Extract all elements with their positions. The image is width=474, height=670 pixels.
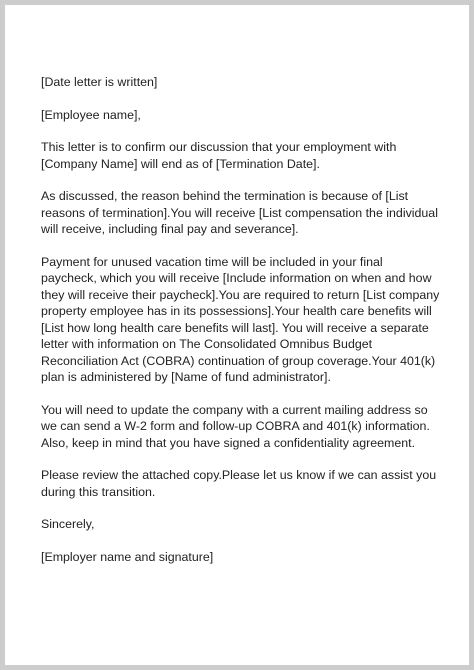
letter-paragraph: Please review the attached copy.Please let us know if we can assist you during this transition. (41, 468, 437, 499)
letter-salutation: [Employee name], (41, 107, 141, 122)
letter-paragraph: Payment for unused vacation time will be included in your final paycheck, which you will receive [Include information on when and how they will receive their paycheck].You are required to return [List company property employee has in its possessions].Your health care benefits will [List how long health care benefits will last]. You will receive a separate letter with information on The Consolidated Omnibus Budget Reconciliation Act (COBRA) continuation of group coverage.Your 401(k) plan is administered by [Name of fund administrator]. (41, 254, 440, 384)
letter-date: [Date letter is written] (41, 75, 158, 89)
letter-signature: [Employer name and signature] (41, 549, 214, 564)
letter-page (5, 5, 469, 665)
letter-paragraph: As discussed, the reason behind the termination is because of [List reasons of termination].You will receive [List compensation the individual will receive, including final pay and severance]. (41, 189, 438, 236)
letter-closing: Sincerely, (41, 517, 95, 531)
letter-body (41, 74, 441, 581)
letter-paragraph: This letter is to confirm our discussion that your employment with [Company Name] will end as of [Termination Date]. (41, 140, 397, 171)
letter-paragraph: You will need to update the company with a current mailing address so we can send a W-2 form and follow-up COBRA and 401(k) information. Also, keep in mind that you have signed a confidentiality agreement. (41, 402, 430, 450)
